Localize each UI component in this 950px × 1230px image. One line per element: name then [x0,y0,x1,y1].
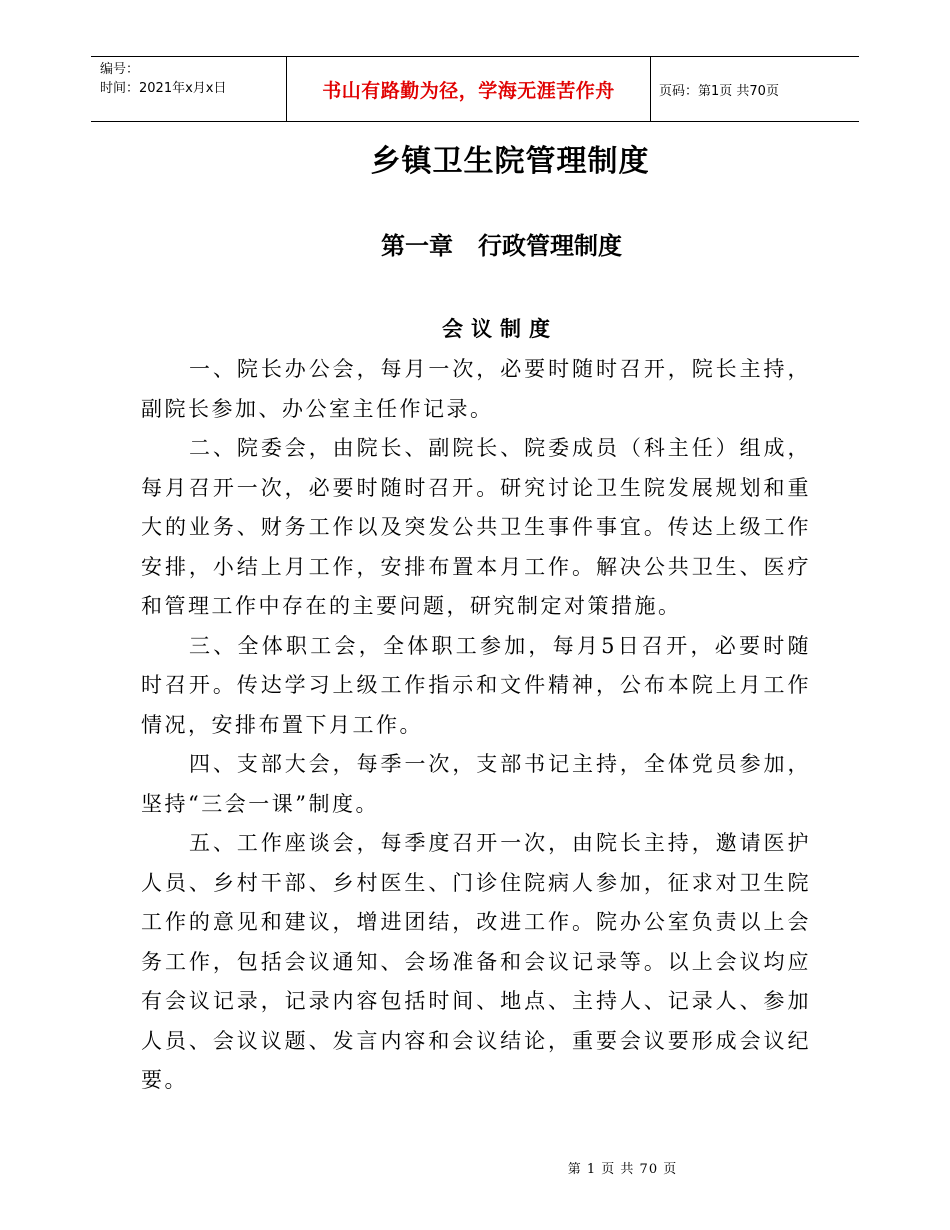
header-page-info: 页码：第1页 共70页 [659,83,779,99]
header-meta [100,60,226,98]
paragraph: 一、院长办公会，每月一次，必要时随时召开，院长主持，副院长参加、办公室主任作记录。 [141,357,811,421]
document-time-label: 时间：2021年x月x日 [100,81,227,96]
page-footer: 第 1 页 共 70 页 [567,1162,678,1177]
chapter-title: 第一章 行政管理制度 [380,232,623,260]
document-number-label: 编号： [100,62,140,77]
document-title: 乡镇卫生院管理制度 [370,144,650,179]
section-title: 会议制度 [442,317,558,341]
paragraph: 四、支部大会，每季一次，支部书记主持，全体党员参加，坚持“三会一课”制度。 [141,752,811,816]
paragraph: 五、工作座谈会，每季度召开一次，由院长主持，邀请医护人员、乡村干部、乡村医生、门诊住院病人参加，征求对卫生院工作的意见和建议，增进团结，改进工作。院办公室负责以上会务工作，包括会议通知、会场准备和会议记录等。以上会议均应有会议记录，记录内容包括时间、地点、主持人、记录人、参加人员、会议议题、发言内容和会议结论，重要会议要形成会议纪要。 [141,831,811,1092]
paragraph: 三、全体职工会，全体职工参加，每月5日召开，必要时随时召开。传达学习上级工作指示和文件精神，公布本院上月工作情况，安排布置下月工作。 [141,633,811,737]
document-body [141,350,811,1101]
header-divider [650,57,651,121]
page-header [91,56,859,122]
paragraph: 二、院委会，由院长、副院长、院委成员（科主任）组成，每月召开一次，必要时随时召开。研究讨论卫生院发展规划和重大的业务、财务工作以及突发公共卫生事件事宜。传达上级工作安排，小结上月工作，安排布置本月工作。解决公共卫生、医疗和管理工作中存在的主要问题，研究制定对策措施。 [141,436,811,618]
header-motto: 书山有路勤为径，学海无涯苦作舟 [322,79,615,102]
